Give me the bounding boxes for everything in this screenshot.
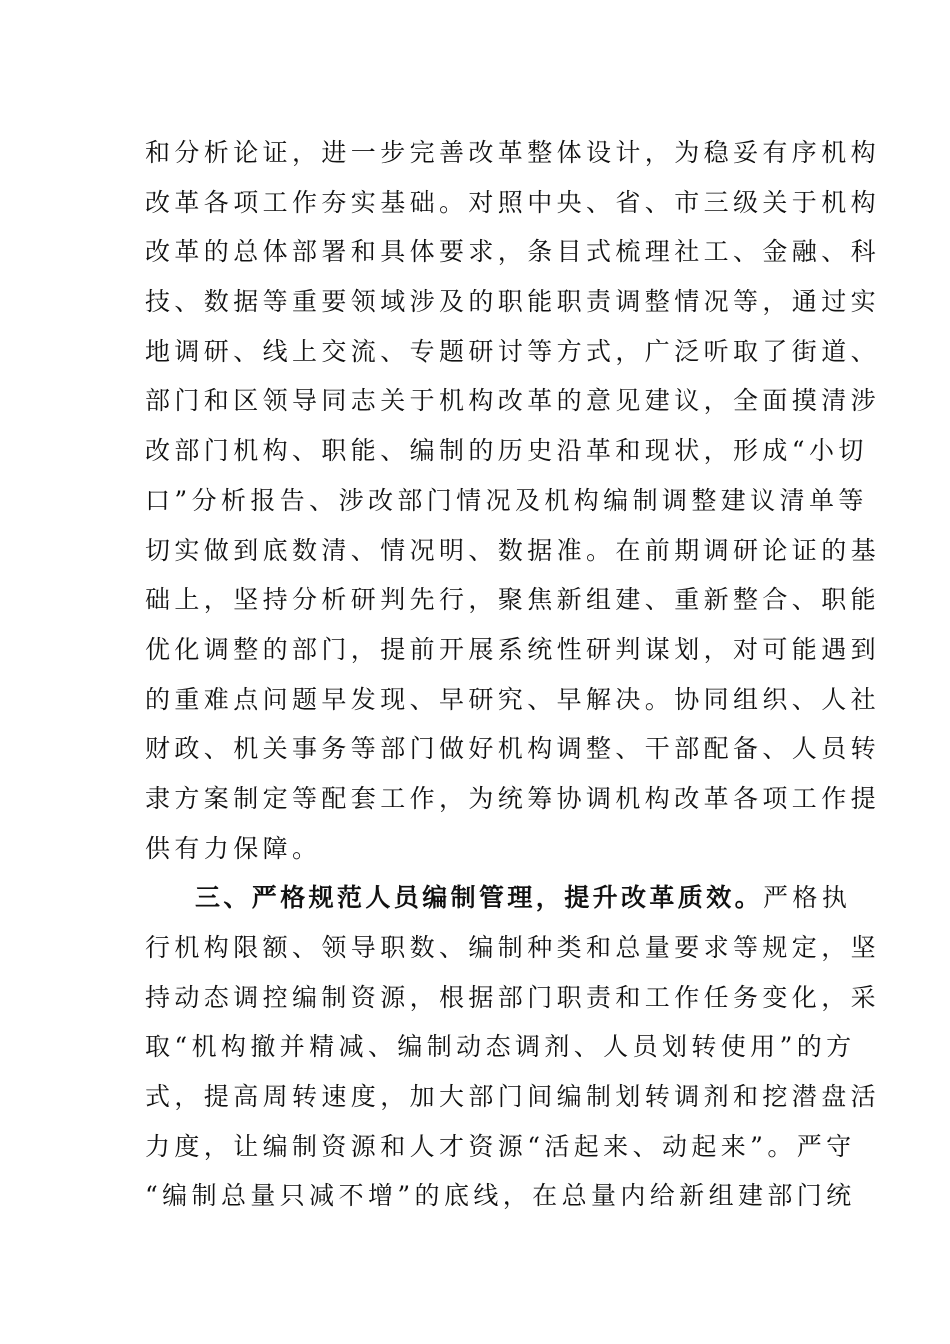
paragraph-line: 部门和区领导同志关于机构改革的意见建议，全面摸清涉 [145,386,881,416]
paragraph-line: 式，提高周转速度，加大部门间编制划转调剂和挖潜盘活 [145,1082,881,1112]
paragraph-line: 技、数据等重要领域涉及的职能职责调整情况等，通过实 [145,287,881,317]
paragraph-line: 口”分析报告、涉改部门情况及机构编制调整建议清单等 [145,485,868,515]
paragraph-line: 地调研、线上交流、专题研讨等方式，广泛听取了街道、 [145,336,881,366]
paragraph-line: 隶方案制定等配套工作，为统筹协调机构改革各项工作提 [145,783,881,813]
paragraph-line: 优化调整的部门，提前开展系统性研判谋划，对可能遇到 [145,634,881,664]
paragraph-line: 财政、机关事务等部门做好机构调整、干部配备、人员转 [145,734,881,764]
paragraph-line: 改部门机构、职能、编制的历史沿革和现状，形成“小切 [145,436,868,466]
paragraph-line: 的重难点问题早发现、早研究、早解决。协同组织、人社 [145,684,881,714]
section-first-line-tail: 严格执 [763,883,852,913]
paragraph-line: 取“机构撤并精减、编制动态调剂、人员划转使用”的方 [145,1032,856,1062]
section-heading-line [145,873,852,923]
paragraph-line: “编制总量只减不增”的底线，在总量内给新组建部门统 [145,1181,856,1211]
paragraph-line: 持动态调控编制资源，根据部门职责和工作任务变化，采 [145,982,881,1012]
paragraph-line: 供有力保障。 [145,833,322,863]
paragraph-line: 行机构限额、领导职数、编制种类和总量要求等规定，坚 [145,933,881,962]
paragraph-line: 改革各项工作夯实基础。对照中央、省、市三级关于机构 [145,187,881,217]
paragraph-line: 切实做到底数清、情况明、数据准。在前期调研论证的基 [145,535,881,565]
paragraph-line: 和分析论证，进一步完善改革整体设计，为稳妥有序机构 [145,138,881,167]
paragraph-line: 改革的总体部署和具体要求，条目式梳理社工、金融、科 [145,237,881,267]
section-heading: 三、严格规范人员编制管理，提升改革质效。 [195,883,764,913]
paragraph-line: 础上，坚持分析研判先行，聚焦新组建、重新整合、职能 [145,585,881,615]
paragraph-line: 力度，让编制资源和人才资源“活起来、动起来”。严守 [145,1131,856,1161]
document-body [145,128,881,1221]
